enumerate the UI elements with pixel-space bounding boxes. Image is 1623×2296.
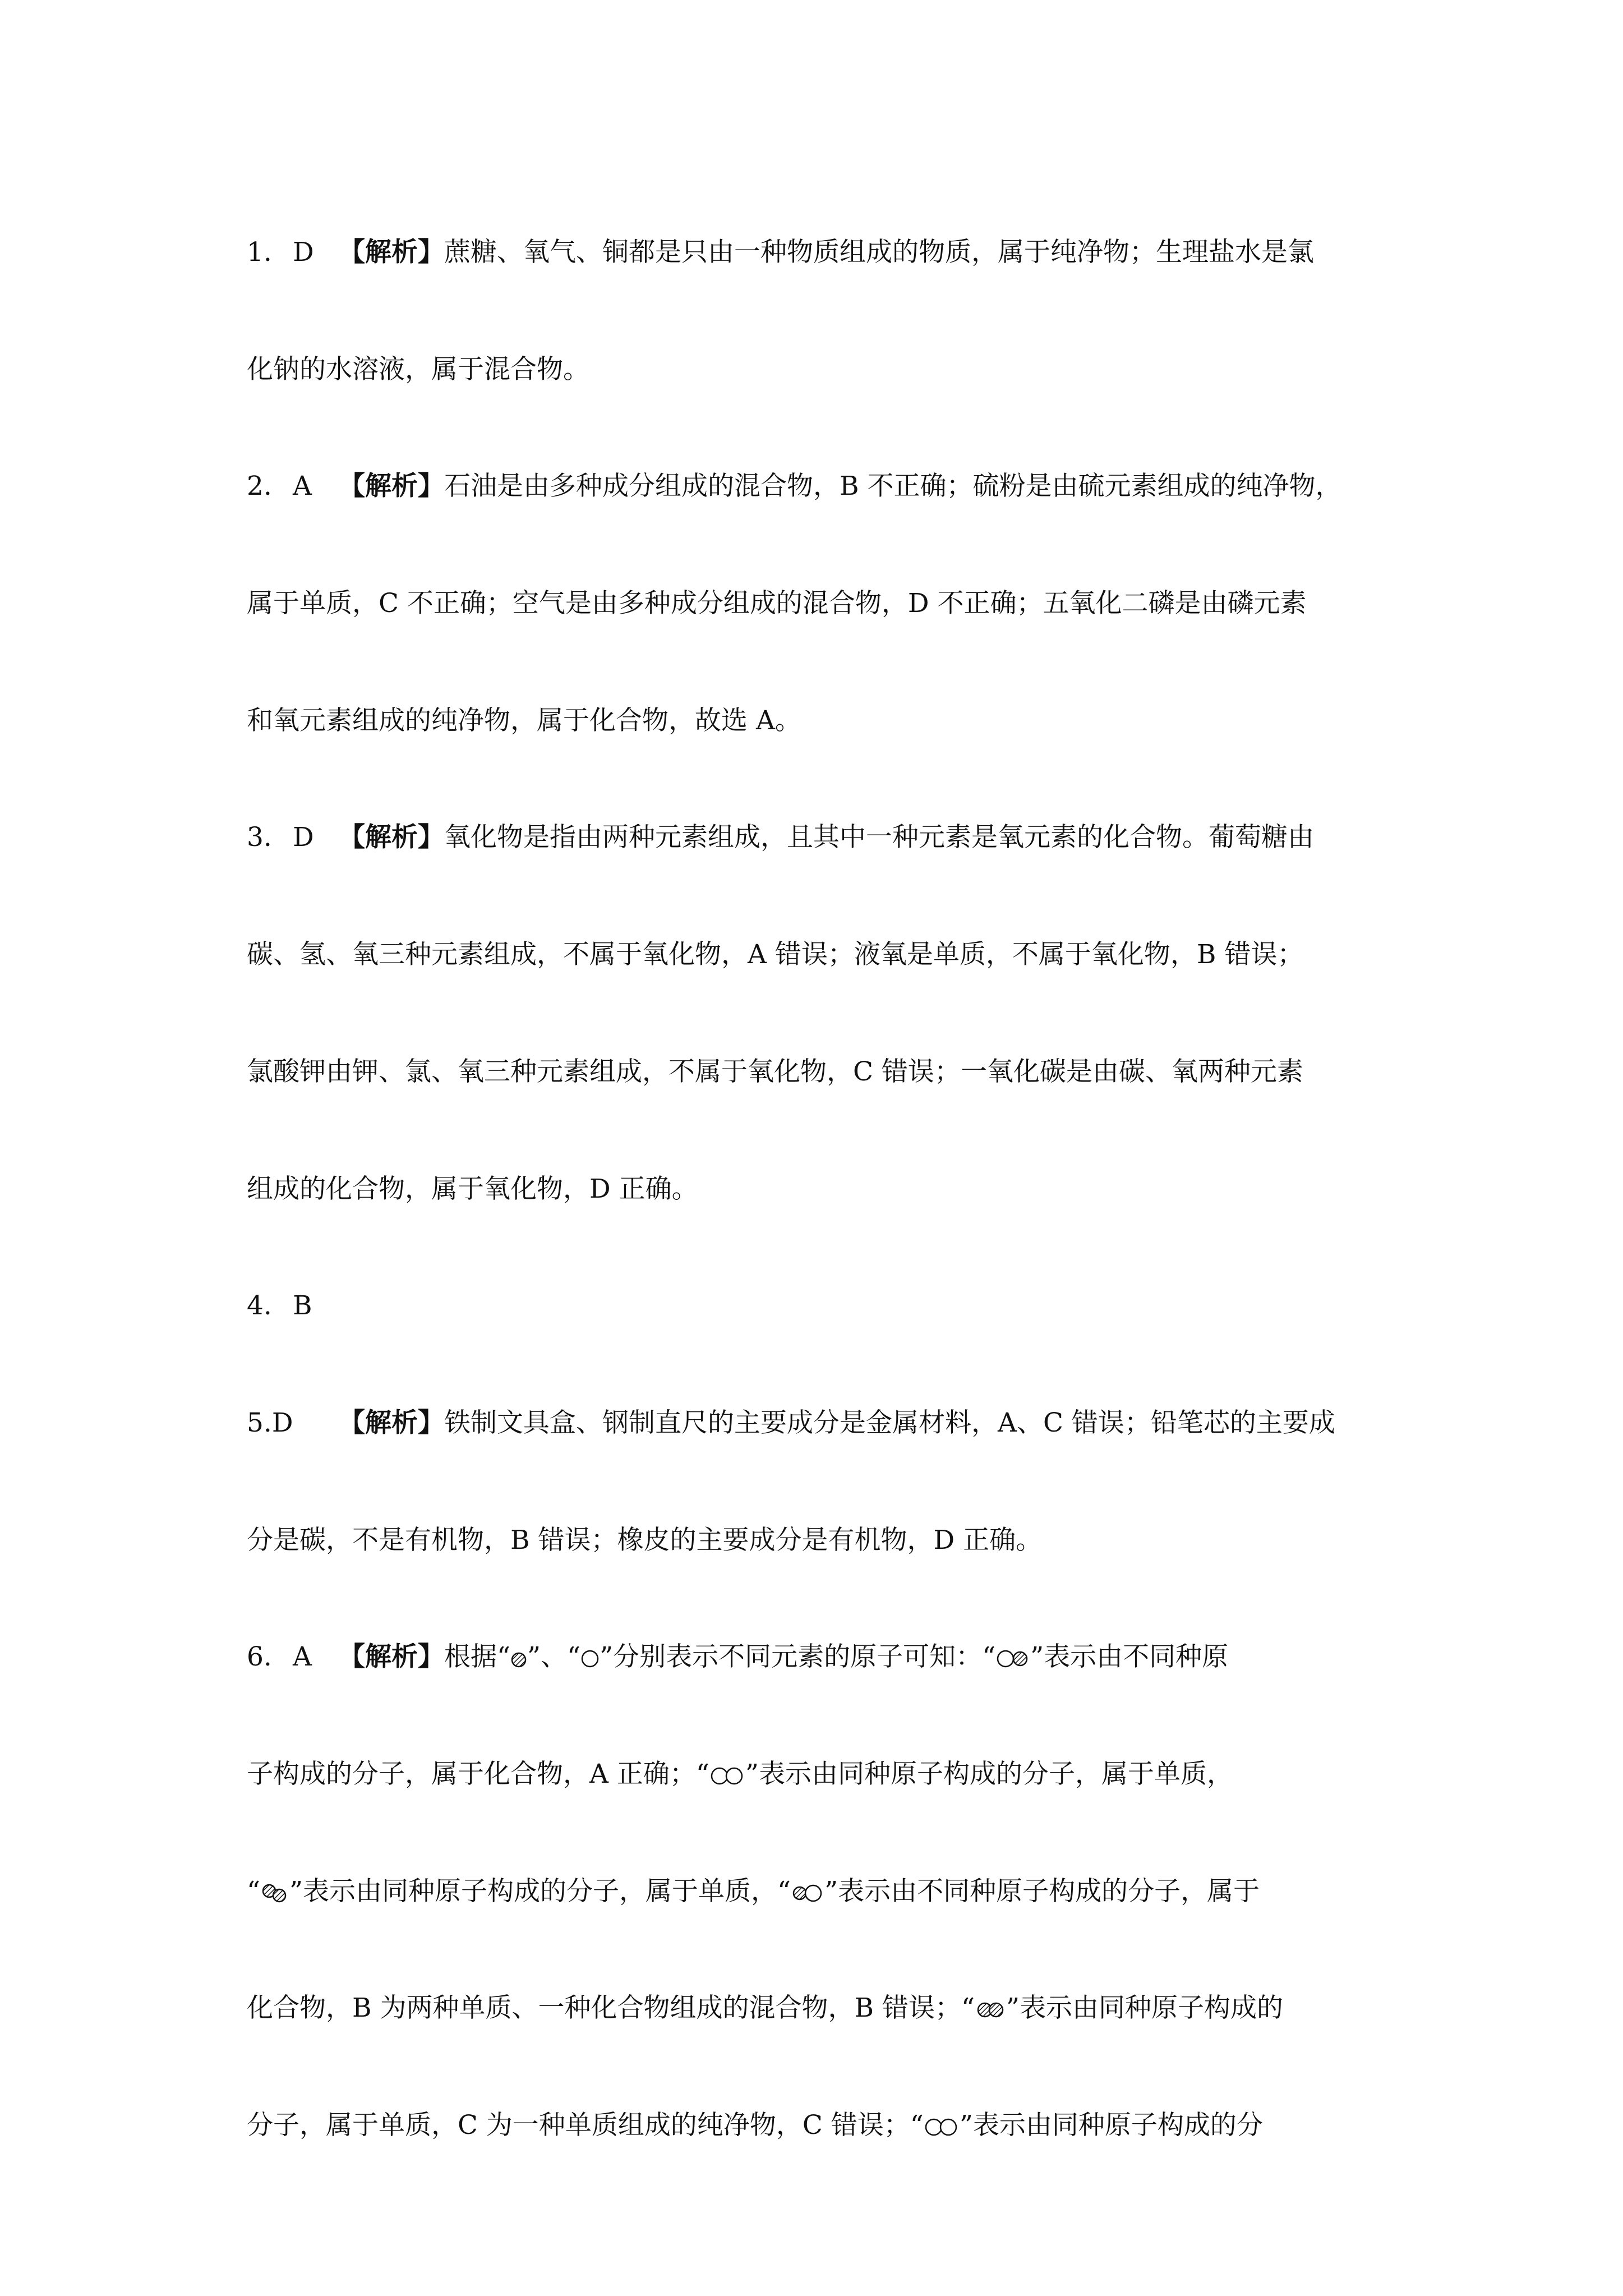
question-number: 6. — [247, 1641, 272, 1672]
answer-6-line-5 — [247, 2108, 1391, 2143]
analysis-text: 子构成的分子，属于化合物，A 正确；“ — [247, 1759, 709, 1789]
answer-letter: B — [293, 1290, 312, 1321]
open-atom-icon — [580, 1649, 600, 1668]
answer-6-line-2 — [247, 1756, 1391, 1792]
answer-2-line-3: 和氧元素组成的纯净物，属于化合物，故选 A。 — [247, 705, 801, 736]
analysis-text: 根据“ — [444, 1641, 511, 1672]
answer-3-line-4: 组成的化合物，属于氧化物，D 正确。 — [247, 1174, 698, 1204]
answer-2-line-2: 属于单质，C 不正确；空气是由多种成分组成的混合物，D 不正确；五氧化二磷是由磷元素 — [247, 588, 1307, 619]
mixed-molecule-icon — [791, 1884, 824, 1903]
answer-6-line-3 — [247, 1874, 1391, 1910]
analysis-tag: 【解析】 — [339, 471, 444, 501]
double-open-atom-icon — [924, 2118, 960, 2137]
analysis-tag: 【解析】 — [339, 1641, 444, 1672]
analysis-text: ”表示由同种原子构成的分 — [959, 2110, 1263, 2141]
analysis-tag: 【解析】 — [339, 822, 444, 853]
analysis-tag: 【解析】 — [339, 1407, 444, 1438]
answer-5-line-2: 分是碳，不是有机物，B 错误；橡皮的主要成分是有机物，D 正确。 — [247, 1525, 1043, 1556]
analysis-text: 分子，属于单质，C 为一种单质组成的纯净物，C 错误；“ — [247, 2110, 924, 2141]
double-hatched-atom-icon — [260, 1884, 289, 1903]
analysis-text: 石油是由多种成分组成的混合物，B 不正确；硫粉是由硫元素组成的纯净物， — [444, 471, 1342, 501]
answer-letter: D — [293, 822, 314, 853]
answer-3-line-3: 氯酸钾由钾、氯、氧三种元素组成，不属于氧化物，C 错误；一氧化碳是由碳、氧两种元素 — [247, 1056, 1303, 1087]
question-number: 4. — [247, 1290, 272, 1321]
answer-letter: A — [293, 471, 312, 501]
answer-2-line-1 — [247, 468, 1391, 504]
question-number: 5.D — [247, 1407, 293, 1438]
analysis-text: 化合物，B 为两种单质、一种化合物组成的混合物，B 错误；“ — [247, 1993, 975, 2023]
analysis-text: ”、“ — [527, 1641, 581, 1672]
analysis-text: ”分别表示不同元素的原子可知：“ — [600, 1641, 996, 1672]
analysis-tag: 【解析】 — [339, 237, 444, 268]
analysis-text: ”表示由同种原子构成的 — [1006, 1993, 1284, 2023]
analysis-text: ”表示由不同种原子构成的分子，属于 — [824, 1876, 1260, 1907]
answer-4-line-1 — [247, 1288, 1391, 1324]
answer-3-line-2: 碳、氢、氧三种元素组成，不属于氧化物，A 错误；液氧是单质，不属于氧化物，B 错误； — [247, 939, 1304, 970]
answer-letter: D — [293, 237, 314, 268]
analysis-text: ”表示由同种原子构成的分子，属于单质， — [745, 1759, 1233, 1789]
answer-letter: A — [293, 1641, 312, 1672]
analysis-text: 氧化物是指由两种元素组成，且其中一种元素是氧元素的化合物。葡萄糖由 — [444, 822, 1314, 853]
answer-6-line-4 — [247, 1990, 1391, 2026]
answer-1-line-1 — [247, 234, 1391, 270]
answer-3-line-1 — [247, 820, 1391, 855]
analysis-text: “ — [247, 1876, 261, 1907]
answer-1-line-2: 化钠的水溶液，属于混合物。 — [247, 354, 589, 385]
answer-5-line-1 — [247, 1405, 1391, 1441]
double-open-atom-icon — [709, 1766, 745, 1786]
analysis-text: ”表示由不同种原 — [1030, 1641, 1229, 1672]
mixed-molecule-icon — [995, 1649, 1030, 1668]
hatched-atom-icon — [510, 1651, 527, 1668]
analysis-text: ”表示由同种原子构成的分子，属于单质，“ — [289, 1876, 791, 1907]
analysis-text: 铁制文具盒、钢制直尺的主要成分是金属材料，A、C 错误；铅笔芯的主要成 — [444, 1407, 1335, 1438]
question-number: 1. — [247, 237, 272, 268]
question-number: 3. — [247, 822, 272, 853]
question-number: 2. — [247, 471, 272, 501]
answer-6-line-1 — [247, 1639, 1391, 1675]
double-hatched-atom-icon — [975, 2000, 1006, 2019]
analysis-text: 蔗糖、氧气、铜都是只由一种物质组成的物质，属于纯净物；生理盐水是氯 — [444, 237, 1314, 268]
